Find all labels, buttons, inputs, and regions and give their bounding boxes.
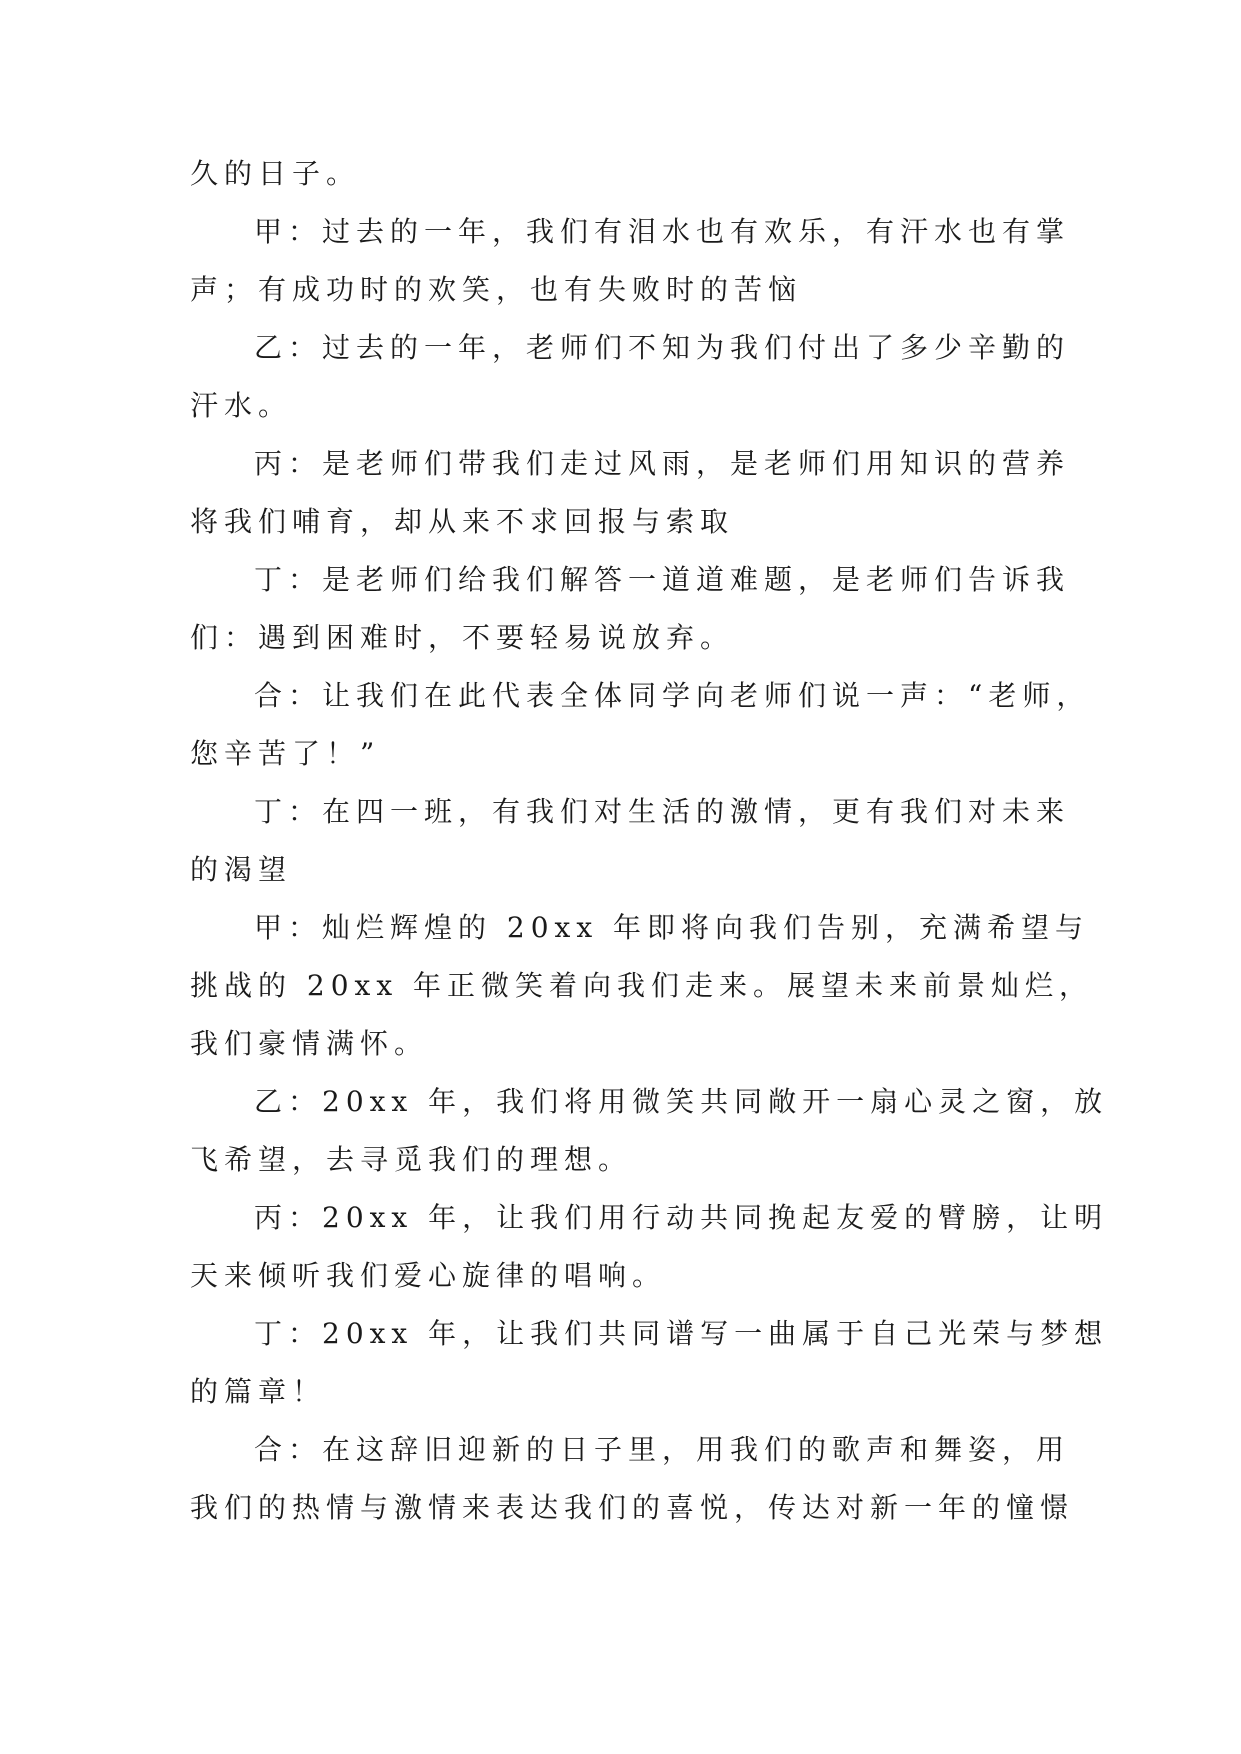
text-line: 天来倾听我们爱心旋律的唱响。	[190, 1259, 667, 1292]
text-line: 甲：过去的一年，我们有泪水也有欢乐，有汗水也有掌	[254, 215, 1071, 248]
text-line: 我们豪情满怀。	[190, 1027, 429, 1060]
text-line: 的篇章！	[190, 1375, 327, 1408]
text-line: 乙：过去的一年，老师们不知为我们付出了多少辛勤的	[254, 331, 1071, 364]
text-line: 您辛苦了！”	[190, 737, 381, 770]
text-line: 丁：20xx 年，让我们共同谱写一曲属于自己光荣与梦想	[254, 1317, 1109, 1350]
text-line: 甲：灿烂辉煌的 20xx 年即将向我们告别，充满希望与	[254, 911, 1090, 944]
text-line: 丙：20xx 年，让我们用行动共同挽起友爱的臂膀，让明	[254, 1201, 1109, 1234]
text-line: 乙：20xx 年，我们将用微笑共同敞开一扇心灵之窗，放	[254, 1085, 1109, 1118]
text-line: 挑战的 20xx 年正微笑着向我们走来。展望未来前景灿烂，	[190, 969, 1094, 1002]
text-line: 丙：是老师们带我们走过风雨，是老师们用知识的营养	[254, 447, 1071, 480]
text-line: 声；有成功时的欢笑，也有失败时的苦恼	[190, 273, 803, 306]
text-line: 丁：在四一班，有我们对生活的激情，更有我们对未来	[254, 795, 1071, 828]
text-line: 汗水。	[190, 389, 293, 422]
text-line: 我们的热情与激情来表达我们的喜悦，传达对新一年的憧憬	[190, 1491, 1075, 1524]
text-line: 久的日子。	[190, 157, 361, 190]
text-line: 合：在这辞旧迎新的日子里，用我们的歌声和舞姿，用	[254, 1433, 1071, 1466]
text-line: 合：让我们在此代表全体同学向老师们说一声：“老师，	[254, 679, 1091, 712]
text-line: 的渴望	[190, 853, 293, 886]
text-line: 们：遇到困难时，不要轻易说放弃。	[190, 621, 735, 654]
text-line: 丁：是老师们给我们解答一道道难题，是老师们告诉我	[254, 563, 1071, 596]
text-line: 将我们哺育，却从来不求回报与索取	[190, 505, 735, 538]
text-line: 飞希望，去寻觅我们的理想。	[190, 1143, 633, 1176]
